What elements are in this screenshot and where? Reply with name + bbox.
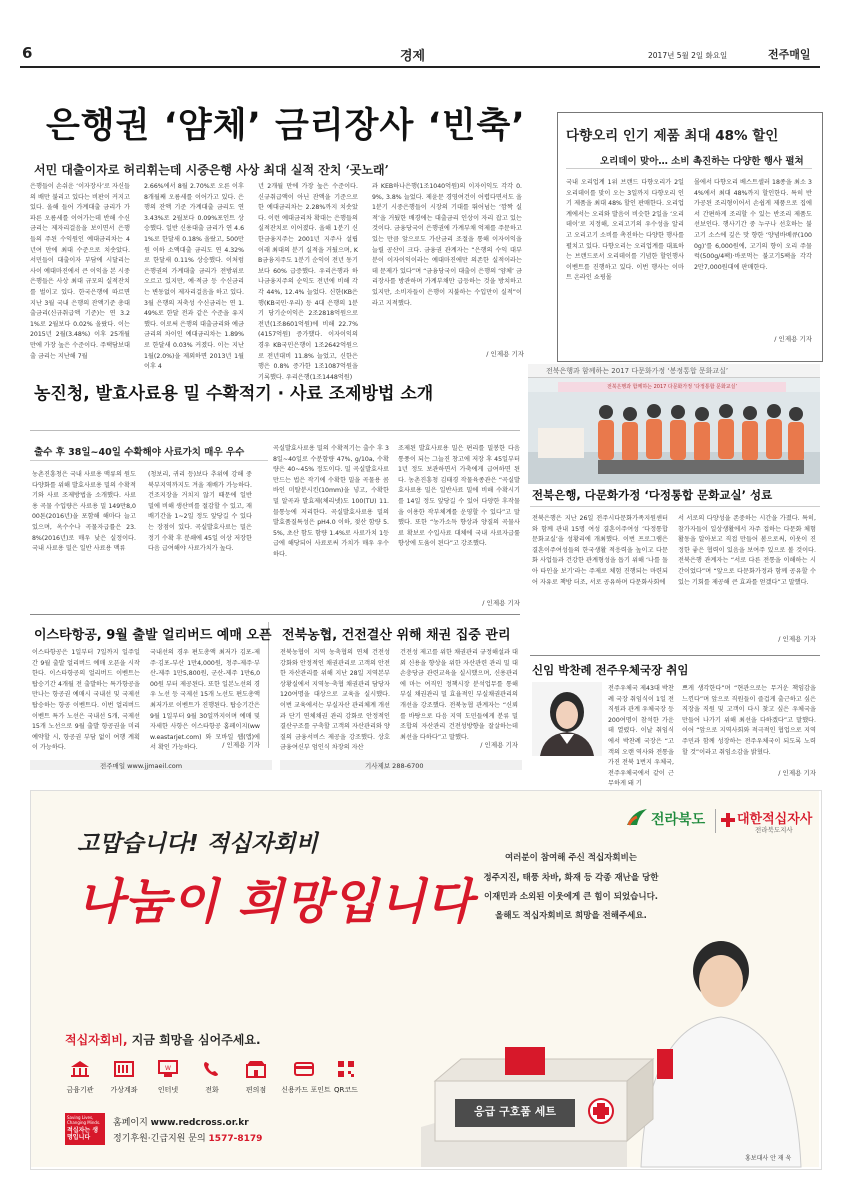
page-number: 6 [22, 44, 33, 62]
headline-feed-wheat: 농진청, 발효사료용 밀 수확적기 · 사료 조제방법 소개 [34, 384, 434, 404]
portrait-illustration [532, 682, 602, 756]
a2-col-1: 국내 오리업계 1위 브랜드 다향오리가 2일 오리데이를 맞이 오는 3일까지 다향오리 인기 제품을 최대 48% 할인 판매한다. 오리업계에서는 오리와 발음이 비슷한 2일을 ‘오리데이’로 지정해, 오리고기의 우수성을 알리고 오리고기 소비를 촉진하는 다양한 행사를 펼치고 있다. 다향오리는 오리업계를 대표하는 브랜드로서 오리데이를 기념한 할인행사 이벤트를 진행하고 있다. 이번 행사는 이마트 온라인 쇼핑몰 [566, 179, 684, 282]
photo-banner: 전북은행과 함께하는 2017 다문화가정 ‘다정통합 문화교실’ [558, 382, 786, 393]
group-people-illustration [528, 392, 820, 484]
photo-caption: 전북은행과 함께하는 2017 다문화가정 ‘봉정통합 문화교실’ [546, 367, 729, 375]
a7-col-1: 전주우체국 제43대 박찬례 국장 취임식이 1일 전 직원과 관계 우체국장 등 200여명이 참석한 가운데 열렸다. 이날 취임식에서 박찬례 국장은 “고객의 오랜 역사와 전통을 가진 전북 1번지 우체국, 전주우체국에서 같이 근무하게 돼 기 [608, 685, 674, 788]
a5-col-2: 국내선의 경우 편도총액 최저가 김포-제주·김포-부산 1만4,000원, 청주-제주·부산-제주 1만5,800원, 군산-제주 1만6,000원 부터 제공된다. 또한 일본노선의 경우 노선 등 국제선 15개 노선도 편도총액 최저가로 이벤트가 진행된다. 탑승기간은 9월 1일부터 9월 30일까지이며 예매 및 자세한 사항은 이스타항공 홈페이지(www.eastarjet.com) 와 모바일 웹(앱)에서 확인 가능하다. [150, 649, 260, 752]
icon-label-qr: QR코드 [334, 1086, 358, 1094]
a3-col-1: 농촌진흥청은 국내 사료용 맥류의 원도 다양화를 위해 발효사료용 밀의 수확적기와 사료 조제방법을 소개했다. 사료용 곡물 수입량은 사료용 밀 149만8,000톤(2016년)을 포함해 해마다 늘고 있으며, 옥수수나 곡물자급률은 23.8%(2016년)로 매우 낮은 실정이다. 국내 사료용 밀은 일반 사료용 맥류 [32, 471, 136, 553]
header-rule [20, 66, 820, 68]
saving-lives-kr: 적십자는 생명입니다 [67, 1127, 99, 1141]
homepage-line [113, 1115, 249, 1128]
aid-box-label: 응급 구호품 세트 [473, 1105, 557, 1118]
icon-label-card: 신용카드 포인트 [281, 1086, 331, 1094]
credit-card-icon [293, 1059, 315, 1079]
virtual-account-icon [113, 1059, 135, 1079]
a4-rule [530, 506, 820, 507]
ad-sub-red: 적십자회비, [65, 1033, 128, 1047]
jeonbuk-logo-icon [625, 807, 649, 827]
row3-right-rule [530, 655, 820, 656]
a3-top-rule [30, 430, 520, 431]
a4-col-2: 서 서로의 다양성을 존중하는 시간을 가졌다. 특히, 참가자들이 일상생활에서 자주 접하는 다문화 체험활동을 알아보고 직접 만들어 봄으로써, 이웃이 진정한 좋은 협력이 있음을 보여주 있으로 볼 것이다. 전북은행 관계자는 “서로 다른 전통을 이해하는 시간이었다”며 “앞으로 다문화가정과 함께 공유할 수 있는 기회를 제공해 큰 효과를 얻겠다”고 말했다. [678, 515, 816, 586]
homepage-label: 홈페이지 [113, 1118, 148, 1128]
multicultural-class-photo [528, 364, 820, 484]
redcross-ad [30, 790, 822, 1170]
a3-col-2: (청보리, 귀리 등)보다 추위에 강해 중북부지역까지도 겨울 재배가 가능하다. 건조지장을 거치지 않기 때문에 일반 밀에 비해 생산비를 절감할 수 있고, 재배기간을 1~2일 정도 앞당길 수 있다는 장점이 있다. 곡실발효사료는 밀은 정기 수확 후 분쇄에 45일 이상 저장한 다음 급여해야 사료가치가 높다. [148, 471, 252, 553]
section-name: 경제 [400, 49, 426, 64]
a3-sub-rule [30, 460, 268, 461]
subhead-feed-wheat: 출수 후 38일~40일 수확해야 사료가치 매우 우수 [34, 447, 245, 458]
ad-slogan: 나눔이 희망입니다 [77, 874, 474, 930]
a7-col-2: 쁘게 생각한다”며 “현관으로는 무거운 책임감을 느낀다”며 앞으로 직원들이 즐겁게 출근하고 싶은 직장을 직원 및 고객이 다시 찾고 싶은 우체국을 만들어 나가기 위해 최선을 다하겠다”고 말했다. 이어 “앞으로 지역사회와 적극적인 협업으로 지역주민과 함께 성장하는 전주우체국이 되도록 노력할 것”이라고 취임소감을 밝혔다. [682, 685, 816, 756]
a6-col-1: 전북농협이 지역 농축협의 연체 건전성 강화와 안정적인 채권관리로 고객의 안전한 자산관리를 위해 지난 28일 지역본부 상황실에서 지역농·축협 채권관리 담당자 120여명을 대상으로 교육을 실시했다. 이번 교육에서는 부실자산 관리체계 개선과 단기 연체채권 관리 강화로 안정적인 결산구조를 구축할 고객의 자산관리와 양질의 금융서비스 제공을 강조했다. 상호금융여신부 엄인식 차장의 자산 [280, 649, 390, 752]
headline-bank-interest: 은행권 ‘얌체’ 금리장사 ‘빈축’ [46, 106, 526, 146]
jeonbuk-logo-text: 전라북도 [651, 812, 706, 828]
phone-number[interactable]: 1577-8179 [208, 1134, 263, 1144]
paper-name: 전주매일 [768, 48, 811, 61]
ad-message-3: 이재민과 소외된 이웃에게 큰 힘이 되었습니다. [483, 892, 659, 902]
a4-col-1: 전북은행은 지난 26일 전주시다문화가족지원센터와 함께 관내 15명 여성 결혼이주여성 ‘다정통합 문화교실’을 성황리에 개최했다. 이번 프로그램은 결혼이주여성들의 한국생활 적응력을 높이고 다문화 사업들과 건강한 관계형성을 돕기 위해 ‘나를 돌아 타인을 보기’라는 주제로 체험 진행되는 마련되어 자유로 책방 더조, 서로 공유하며 다문화사회에 [532, 515, 668, 586]
phone-label: 정기후원·긴급지원 문의 [113, 1134, 206, 1144]
row3-rule [30, 614, 520, 615]
a1-col-3: 년 2개월 만에 가장 높은 수준이다. 신규취급액이 아닌 잔액을 기준으로 한 예대금리차는 2.28%까지 치솟았다. 이런 예대금리차 확대는 은행들의 실적잔치로 이어졌다. 올해 1분기 신한금융지주는 2001년 지주사 설립 이래 최대의 분기 실적을 거뒀으며, KB금융지주도 1분기 순익이 전년 동기보다 60% 급증했다. 우리은행과 하나금융지주의 순익도 전년에 비해 각각 44%, 12.4% 늘었다. 신한(KB은행(KB국민·우리) 등 4대 은행의 1분기 당기순이익은 2조2818억원으로 전년(1조8601억원)에 비해 22.7%(4157억원) 증가했다. 이자이익의 경우 KB국민은행이 1조2642억원으로 전년대비 11.8% 늘었고, 신한은행은 0.8% 증가한 1조1087억원을 기록했다. 우리은행(1조1448억원) [258, 183, 358, 381]
a7-byline: / 인제용 기자 [778, 769, 816, 777]
redcross-branch: 전라북도지사 [755, 826, 793, 834]
redcross-logo-text: 대한적십자사 [737, 812, 813, 827]
icon-label-bank: 금융기관 [66, 1086, 94, 1094]
a5-col-1: 이스타항공은 1일부터 7일까지 일주일간 9월 출발 얼리버드 예매 오픈을 시작한다. 이스타항공의 얼리버드 이벤트는 탑승기간 4개월 전 출발하는 특가항공을 만나는 항공권 예매시 국내선 및 국제선 탑승하는 항공 이벤트다. 이번 얼리버드 이벤트 특가 노선은 국내선 5개, 국제선 15개 노선으로 9월 출발 항공권을 미리 예약할 시, 항공권 부담 없이 여행 계획이 가능하다. [32, 649, 140, 752]
subhead-bank-interest: 서민 대출이자로 허리휘는데 시중은행 사상 최대 실적 잔치 ‘곳노래’ [34, 163, 389, 177]
duck-headline: 다향오리 인기 제품 최대 48% 할인 [566, 128, 779, 144]
headline-multicultural: 전북은행, 다문화가정 ‘다정통합 문화교실’ 성료 [532, 488, 773, 502]
ad-message-2: 정주지진, 태풍 차바, 화재 등 각종 재난을 당한 [483, 873, 659, 883]
bank-icon [69, 1059, 91, 1079]
saving-lives-en: Saving Lives, Changing Minds. [67, 1115, 101, 1125]
ambassador-caption: 홍보대사 안 재 욱 [745, 1155, 792, 1162]
a1-col-4: 과 KEB하나은행(1조1040억원)의 이자이익도 각각 0.9%, 3.8% 늘었다. 제윤문 경영여건이 어렵다면서도 올 1분기 시중은행들이 시장의 기대를 뛰어넘는 ‘깜짝 실적’을 거뒀한 배경에는 대출금리 인상이 자리 잡고 있는 것이다. 금융당국이 은행권에 가계부채 억제를 주문하고 있는 만큼 앞으로도 가산금리 조절을 통해 이자이익을 늘릴 공산이 크다. 금융권 관계자는 “은행의 수익 대부분이 이자이익이라는 예대마진에만 의존한 실적이라는 데 문제가 있다”며 “금융당국이 대출이 은행의 ‘얌체’ 금리장사를 방관하며 가계부채만 급등하는 것을 방치하고 있지만, 소비자들이 은행이 지불하는 수입만이 실적”이라고 지적했다. [372, 183, 522, 307]
footer-site[interactable]: 전주매일 www.jjmaeil.com [100, 762, 183, 770]
ambassador-illustration [391, 931, 811, 1167]
a5-byline: / 인제용 기자 [222, 741, 260, 749]
headline-postmaster: 신임 박찬례 전주우체국장 취임 [532, 663, 689, 677]
a6-byline: / 인제용 기자 [480, 741, 518, 749]
issue-date: 2017년 5월 2일 화요일 [648, 51, 728, 60]
a1-byline: / 인제용 기자 [486, 350, 524, 358]
saving-lives-badge [65, 1113, 105, 1145]
logo-divider [715, 809, 716, 833]
red-cross-icon [721, 813, 735, 827]
qr-code-icon [335, 1059, 357, 1079]
icon-label-phone: 전화 [205, 1086, 219, 1094]
duck-sub-rule [566, 168, 812, 169]
footer-tip: 기사제보 288-6700 [365, 762, 424, 770]
a1-col-1: 은행들이 손쉬운 ‘이자장사’로 자신들의 배만 불리고 있다는 비판이 커지고 있다. 올해 들어 가계대출 금리가 가파른 오름세를 이어가는데 반해 수신금리는 제자리걸음을 보이면서 은행들의 주된 수익원인 예대금리차는 4년여 만에 최대 수준으로 치솟았다. 서민들이 대출이자 부담에 시달리는 사이 예대마진에서 큰 이익을 본 시중은행들은 사상 최대 규모의 실적잔치를 벌이고 있다. 한국은행에 따르면 지난 3월 국내 은행의 잔액기준 총대출금리(신규취급액 기준)는 연 3.21%로 2월보다 0.02% 올랐다. 이는 2015년 2월(3.48%) 이후 25개월 만에 가장 높은 수준이다. 주택담보대출 금리는 지난해 7월 [30, 183, 130, 360]
phone-line [113, 1131, 262, 1144]
ad-sub-rest: 지금 희망을 심어주세요. [127, 1033, 261, 1047]
a3-byline: / 인제용 기자 [482, 599, 520, 607]
icon-label-store: 편의점 [245, 1086, 267, 1094]
a2-byline: / 인제용 기자 [774, 335, 812, 343]
icon-label-internet: 인터넷 [157, 1086, 179, 1094]
headline-nonghyup: 전북농협, 건전결산 위해 채권 집중 관리 [282, 628, 511, 643]
homepage-url[interactable]: www.redcross.or.kr [150, 1118, 249, 1128]
a4-byline: / 인제용 기자 [778, 635, 816, 643]
a6-col-2: 건전성 제고를 위한 채권관리 규정해설과 대외 신용을 향상을 위한 자산관련 관리 밀 대손충당금 관련교육을 실시했으며, 신용관리에 마는 여직인 정책시장 분석업무를 통해 부실 채권관리 밀 효율적인 부실채권관리의 개선을 강조했다. 전북농협 관계자는 “신뢰를 바탕으로 다음 지역 도민들에게 분류 밀 조합의 자산관리 건전성방향을 잘살하는데 최선을 다하다”고 말했다. [400, 649, 518, 741]
phone-icon [201, 1059, 223, 1079]
ad-subline [65, 1031, 261, 1048]
ad-thanks-heading: 고맙습니다! 적십자회비 [77, 831, 318, 857]
a2-col-2: 몰에서 다향오리 베스트셀러 18종을 최소 34%에서 최대 48%까지 할인한다. 특히 반가공된 조리형이어서 손쉽게 제품으로 집에서 간편하게 조리할 수 있는 반조리 제품도 선보인다. 행사기간 중 누구나 선호하는 불고기 소스에 깊은 맛 향한 ‘양념바베큐(1000g)’를 6,000원에, 고기의 향이 오리 주물럭(500g/4팩)·바로먹는 불고기5팩을 각각 2만7,000원대에 판매한다. [694, 179, 812, 271]
icon-label-virtual-account: 가상계좌 [110, 1086, 138, 1094]
ad-message-4: 올해도 적십자회비로 희망을 전해주세요. [495, 911, 647, 921]
duck-subhead: 오리데이 맞아… 소비 촉진하는 다양한 행사 펼쳐 [600, 156, 804, 167]
ad-message-1: 여러분이 참여해 주신 적십자회비는 [504, 853, 638, 863]
headline-eastar: 이스타항공, 9월 출발 얼리버드 예매 오픈 [34, 628, 272, 643]
svg-text:W: W [165, 1065, 171, 1072]
postmaster-portrait [532, 682, 602, 756]
internet-icon [157, 1059, 179, 1079]
a1-col-2: 2.66%에서 8월 2.70%로 오른 이후 8개월째 오름세를 이어가고 있다. 은행의 잔액 기준 가계대출 금리도 연 3.43%로 2월보다 0.09%포인트 상승했다. 일반 신용대출 금리가 연 4.61%로 한달새 0.18% 올랐고, 500만원 이하 소액대출 금리도 연 4.32%로 한달새 0.11% 상승했다. 이처럼 은행권의 가계대출 금리가 전방위로 오르고 있지만, 예·적금 등 수신금리는 변동없이 제자리걸음을 하고 있다. 3월 은행의 저축성 수신금리는 연 1.49%로 한달 전과 같은 수준을 유지했다. 이로써 은행의 대출금리와 예금금리의 차이인 예대금리차는 1.89%로 한달새 0.03% 커졌다. 이는 지난 1월(2.0%)을 제외하면 2013년 1월 이후 4 [144, 183, 244, 371]
convenience-store-icon [245, 1059, 267, 1079]
a3-col-4: 조제된 발효사료용 밀은 편리를 밀봉한 다음 통풍이 되는 그늘진 창고에 저장 후 45일부터 1년 정도 보관하면서 가축에게 급여하면 된다. 농촌진흥청 김태경 작물육종관은 “곡실발효사료용 밀은 일반사료 밀에 비해 수확시기를 14일 정도 앞당길 수 있어 다양한 후작물을 이용한 작부체계를 운영할 수 있다”고 말했다. 또한 “농가소득 향상과 양질의 곡물사료 확보로 수입사료 대체에 국내 사료자급률 향상에 도움이 된다”고 강조했다. [398, 445, 520, 548]
a3-col-3: 곡실발효사료용 밀의 수확적기는 출수 후 38일~40일로 수분함량 47%, g/10a, 수확량은 40~45% 정도이다. 밀 곡실발효사료 만드는 법은 작기에 수확한 밀을 곡물용 콤바인 미탈분시킨(10mm)을 넣고, 수확한 밀 알곡과 발효제(체리넷)도 100(TU) 11. 믈통능에 저리한다. 곡실발효사료용 밀의 발효품질특성은 pH4.0 이하, 젖산 함량 5.5%, 초산 함도 함량 1.4%로 사료가치 1등급에 해당되어 사료로써 가치가 매우 우수하다. [273, 445, 389, 558]
